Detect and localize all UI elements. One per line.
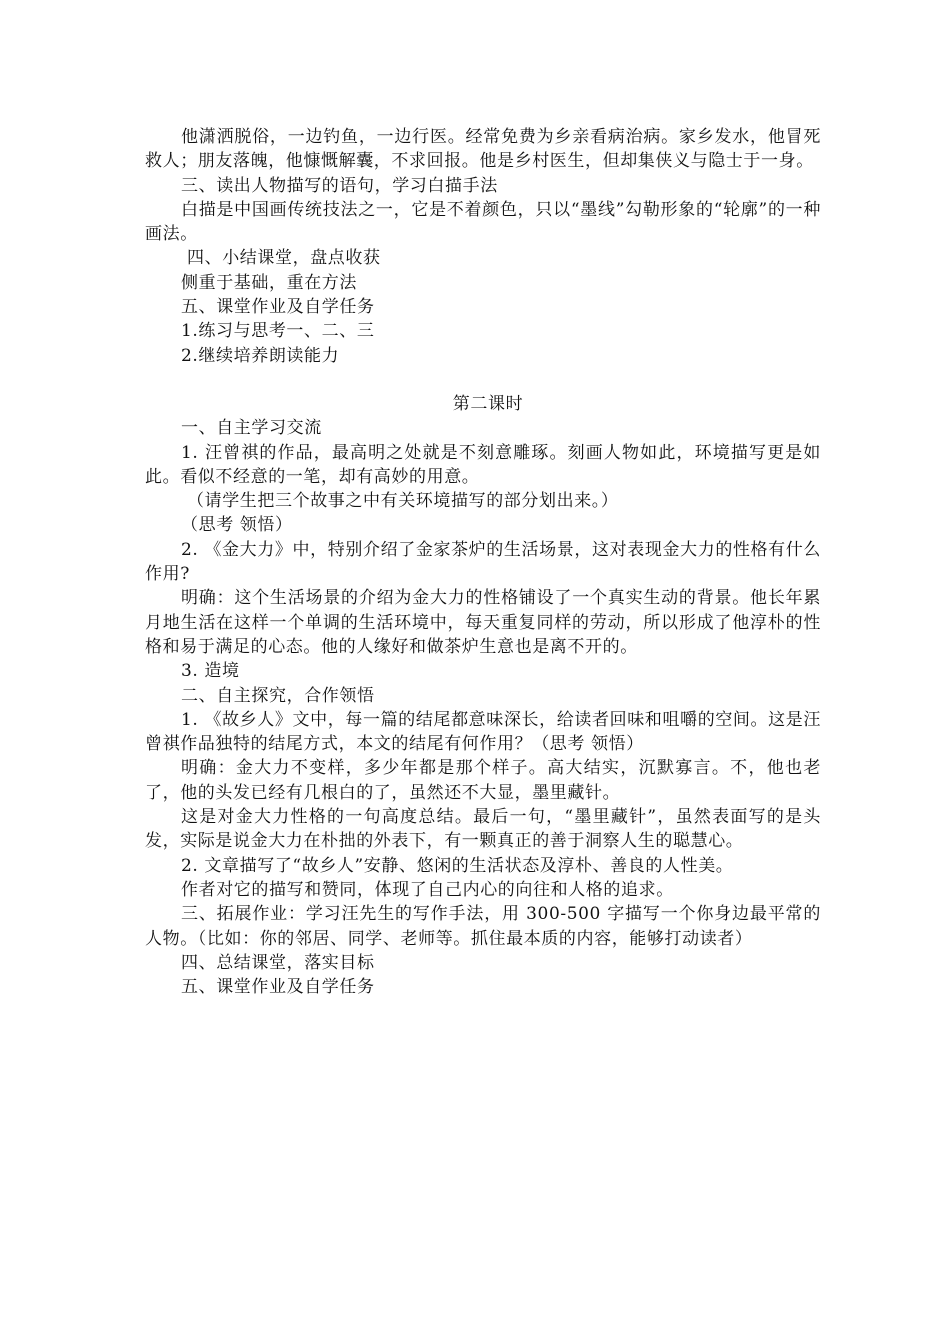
paragraph-doctor-description: 他潇洒脱俗，一边钓鱼，一边行医。经常免费为乡亲看病治病。家乡发水，他冒死救人；朋友落魄，他慷慨解囊，不求回报。他是乡村医生，但却集侠义与隐士于一身。 bbox=[145, 127, 821, 172]
section-heading-2: 二、自主探究，合作领悟 bbox=[181, 685, 375, 706]
section-heading-5: 五、课堂作业及自学任务 bbox=[181, 297, 375, 318]
paragraph-item-3: 3. 造境 bbox=[181, 661, 240, 682]
section-heading-4: 四、小结课堂，盘点收获 bbox=[187, 248, 381, 269]
paragraph-ending-question: 1. 《故乡人》文中，每一篇的结尾都意味深长，给读者回味和咀嚼的空间。这是汪曾祺作品独特的结尾方式，本文的结尾有何作用？（思考 领悟） bbox=[145, 709, 821, 755]
paragraph-item-4: 2. 文章描写了“故乡人”安静、悠闲的生活状态及淳朴、善良的人性美。 bbox=[181, 855, 734, 876]
paragraph-author: 作者对它的描写和赞同，体现了自己内心的向往和人格的追求。 bbox=[181, 879, 674, 900]
section-heading-homework: 五、课堂作业及自学任务 bbox=[181, 977, 375, 998]
section-heading-1: 一、自主学习交流 bbox=[181, 418, 322, 439]
paragraph-think: （思考 领悟） bbox=[181, 515, 293, 536]
section-heading-conclusion: 四、总结课堂，落实目标 bbox=[181, 952, 375, 973]
paragraph-answer-1: 明确：这个生活场景的介绍为金大力的性格铺设了一个真实生动的背景。他长年累月地生活在这样一个单调的生活环境中，每天重复同样的劳动，所以形成了他淳朴的性格和易于满足的心态。他的人缘好和做茶炉生意也是离不开的。 bbox=[145, 588, 821, 657]
paragraph-summary: 这是对金大力性格的一句高度总结。最后一句，“墨里藏针”，虽然表面写的是头发，实际是说金大力在朴拙的外表下，有一颗真正的善于洞察人生的聪慧心。 bbox=[145, 807, 821, 852]
document-body bbox=[145, 125, 821, 999]
spacer bbox=[145, 368, 821, 392]
lesson-title: 第二课时 bbox=[452, 393, 524, 414]
section-heading-extension: 三、拓展作业：学习汪先生的写作手法，用 300-500 字描写一个你身边最平常的人物。（比如：你的邻居、同学、老师等。抓住最本质的内容，能够打动读者） bbox=[145, 904, 821, 949]
section-heading-3: 三、读出人物描写的语句，学习白描手法 bbox=[181, 175, 498, 196]
paragraph-instruction: （请学生把三个故事之中有关环境描写的部分划出来。） bbox=[187, 491, 619, 512]
paragraph-item-1: 1. 汪曾祺的作品，最高明之处就是不刻意雕琢。刻画人物如此，环境描写更是如此。看似不经意的一笔，却有高妙的用意。 bbox=[145, 442, 821, 487]
paragraph-focus: 侧重于基础，重在方法 bbox=[181, 272, 357, 293]
list-item-1: 1.练习与思考一、二、三 bbox=[181, 321, 375, 342]
paragraph-answer-2: 明确：金大力不变样，多少年都是那个样子。高大结实，沉默寡言。不，他也老了，他的头发已经有几根白的了，虽然还不大显，墨里藏针。 bbox=[145, 758, 821, 803]
list-item-2: 2.继续培养朗读能力 bbox=[181, 345, 340, 366]
paragraph-item-2: 2. 《金大力》中，特别介绍了金家茶炉的生活场景，这对表现金大力的性格有什么作用? bbox=[145, 539, 821, 585]
paragraph-baimiao: 白描是中国画传统技法之一，它是不着颜色，只以“墨线”勾勒形象的“轮廓”的一种画法。 bbox=[145, 199, 821, 245]
